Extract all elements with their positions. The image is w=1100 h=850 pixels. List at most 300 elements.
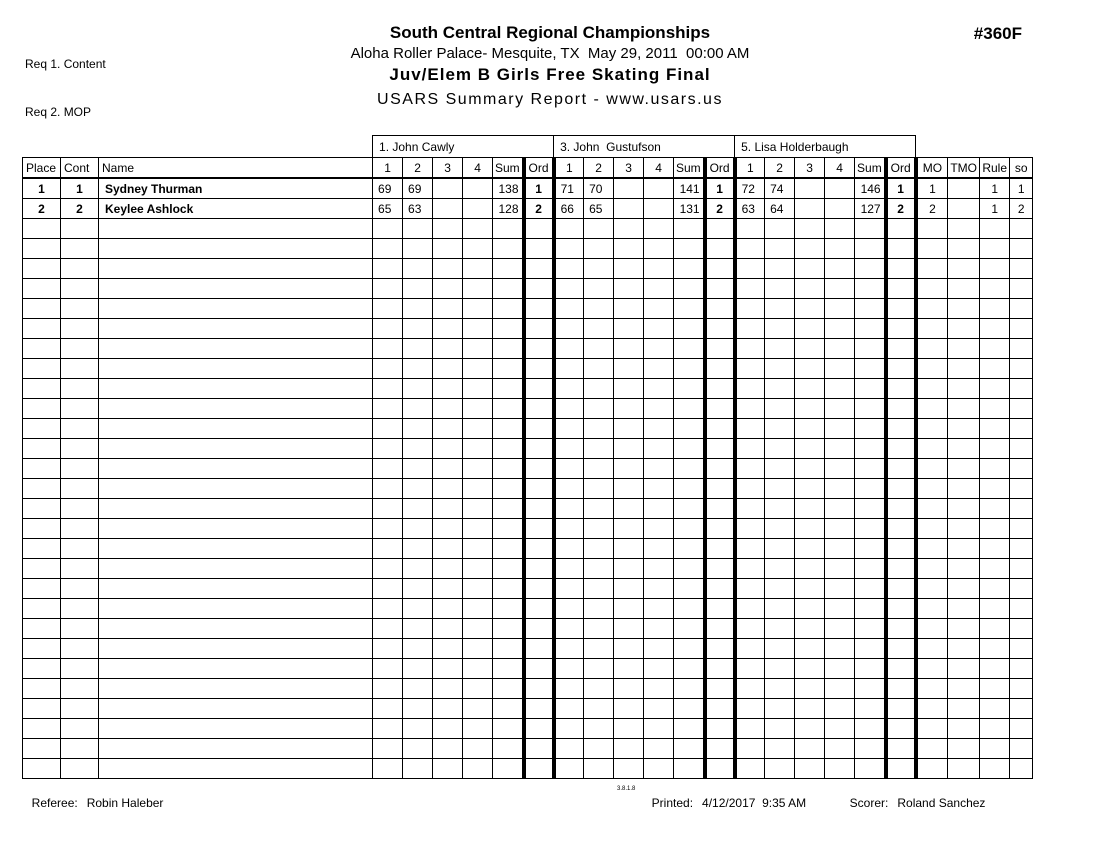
cell-j2-score-2 xyxy=(584,519,614,539)
cell-j3-sum xyxy=(855,699,886,719)
cell-j3-score-2 xyxy=(765,579,795,599)
cell-j1-ord xyxy=(524,259,554,279)
cell-j2-score-4 xyxy=(644,659,674,679)
cell-j3-score-2 xyxy=(765,439,795,459)
cell-j1-score-1: 65 xyxy=(373,199,403,219)
cell-place xyxy=(23,599,61,619)
cell-j1-sum xyxy=(493,479,524,499)
cell-j1-score-4 xyxy=(463,178,493,199)
cell-tmo xyxy=(948,719,980,739)
cell-j2-sum xyxy=(674,399,705,419)
cell-mo xyxy=(916,539,948,559)
cell-j2-score-4 xyxy=(644,239,674,259)
cell-j2-score-4 xyxy=(644,279,674,299)
cell-j3-score-3 xyxy=(795,459,825,479)
cell-j3-sum xyxy=(855,639,886,659)
cell-place xyxy=(23,499,61,519)
cell-j3-score-4 xyxy=(825,319,855,339)
cell-so xyxy=(1010,419,1033,439)
cell-rule xyxy=(980,379,1010,399)
cell-name xyxy=(99,639,373,659)
cell-place xyxy=(23,519,61,539)
cell-cont xyxy=(61,679,99,699)
cell-j1-score-1 xyxy=(373,679,403,699)
cell-j1-score-1: 69 xyxy=(373,178,403,199)
cell-j2-sum xyxy=(674,759,705,779)
cell-j1-score-2: 63 xyxy=(403,199,433,219)
cell-j1-score-2 xyxy=(403,479,433,499)
cell-j3-score-3 xyxy=(795,639,825,659)
cell-j2-score-1 xyxy=(554,459,584,479)
event-number: #360F xyxy=(973,24,1022,43)
cell-rule xyxy=(980,459,1010,479)
judge-2-name: 3. John Gustufson xyxy=(554,136,735,158)
cell-j2-score-4 xyxy=(644,419,674,439)
cell-j3-score-3 xyxy=(795,619,825,639)
cell-rule xyxy=(980,439,1010,459)
cell-j3-ord xyxy=(886,219,916,239)
cell-j2-score-3 xyxy=(614,339,644,359)
cell-j2-sum xyxy=(674,579,705,599)
judge-1-name: 1. John Cawly xyxy=(373,136,554,158)
cell-j2-score-3 xyxy=(614,178,644,199)
cell-j2-sum xyxy=(674,639,705,659)
cell-rule xyxy=(980,279,1010,299)
cell-j2-score-3 xyxy=(614,459,644,479)
cell-so xyxy=(1010,499,1033,519)
cell-j2-score-2 xyxy=(584,479,614,499)
cell-rule xyxy=(980,239,1010,259)
cell-j2-score-3 xyxy=(614,559,644,579)
cell-j3-score-2 xyxy=(765,659,795,679)
cell-j1-score-1 xyxy=(373,299,403,319)
cell-j2-score-4 xyxy=(644,499,674,519)
cell-j3-ord xyxy=(886,659,916,679)
cell-j3-ord xyxy=(886,739,916,759)
table-row-empty xyxy=(23,659,1033,679)
cell-j3-score-1 xyxy=(735,339,765,359)
cell-tmo xyxy=(948,439,980,459)
cell-so xyxy=(1010,599,1033,619)
cell-j2-score-3 xyxy=(614,619,644,639)
cell-cont xyxy=(61,699,99,719)
cell-j3-score-1 xyxy=(735,359,765,379)
cell-cont xyxy=(61,719,99,739)
cell-name xyxy=(99,459,373,479)
cell-name xyxy=(99,679,373,699)
cell-j3-ord xyxy=(886,679,916,699)
cell-so xyxy=(1010,359,1033,379)
cell-j3-score-2 xyxy=(765,619,795,639)
cell-j2-score-2 xyxy=(584,359,614,379)
cell-j1-score-1 xyxy=(373,719,403,739)
table-row-empty xyxy=(23,679,1033,699)
cell-tmo xyxy=(948,519,980,539)
cell-place xyxy=(23,459,61,479)
cell-j3-score-1 xyxy=(735,739,765,759)
cell-so xyxy=(1010,479,1033,499)
cell-so xyxy=(1010,659,1033,679)
cell-j1-ord xyxy=(524,479,554,499)
cell-j3-sum xyxy=(855,219,886,239)
cell-rule xyxy=(980,759,1010,779)
cell-j3-score-4 xyxy=(825,399,855,419)
header-tmo: TMO xyxy=(948,158,980,179)
cell-name: Keylee Ashlock xyxy=(99,199,373,219)
cell-j2-score-3 xyxy=(614,739,644,759)
table-row-empty xyxy=(23,599,1033,619)
cell-j1-score-1 xyxy=(373,499,403,519)
cell-j1-score-2 xyxy=(403,559,433,579)
cell-j3-score-1 xyxy=(735,459,765,479)
cell-j1-score-3 xyxy=(433,199,463,219)
cell-j3-sum xyxy=(855,299,886,319)
cell-j2-score-2 xyxy=(584,399,614,419)
cell-j2-score-2: 65 xyxy=(584,199,614,219)
header-j3-score-1: 1 xyxy=(735,158,765,179)
cell-j1-ord xyxy=(524,339,554,359)
cell-cont xyxy=(61,479,99,499)
cell-cont xyxy=(61,599,99,619)
cell-j2-score-3 xyxy=(614,379,644,399)
cell-j2-ord xyxy=(705,379,735,399)
cell-place xyxy=(23,639,61,659)
cell-j2-ord xyxy=(705,599,735,619)
cell-j1-score-4 xyxy=(463,699,493,719)
cell-j1-score-3 xyxy=(433,439,463,459)
cell-so: 2 xyxy=(1010,199,1033,219)
cell-place xyxy=(23,379,61,399)
cell-j1-score-4 xyxy=(463,459,493,479)
cell-j3-ord xyxy=(886,479,916,499)
cell-j3-sum xyxy=(855,559,886,579)
cell-j2-score-2 xyxy=(584,579,614,599)
req-line-1: Req 1. Content xyxy=(25,57,106,71)
cell-j1-sum xyxy=(493,379,524,399)
cell-j3-score-3 xyxy=(795,319,825,339)
cell-place xyxy=(23,759,61,779)
cell-j3-score-3 xyxy=(795,499,825,519)
venue-line: Aloha Roller Palace- Mesquite, TX May 29, 2011 00:00 AM xyxy=(350,45,750,62)
cell-j3-score-4 xyxy=(825,539,855,559)
cell-j3-score-4 xyxy=(825,379,855,399)
cell-j2-score-4 xyxy=(644,259,674,279)
cell-j1-score-2 xyxy=(403,719,433,739)
judge-3-name: 5. Lisa Holderbaugh xyxy=(735,136,916,158)
cell-j3-score-1 xyxy=(735,599,765,619)
cell-j1-score-3 xyxy=(433,239,463,259)
cell-j3-score-1 xyxy=(735,539,765,559)
cell-j2-ord xyxy=(705,619,735,639)
cell-mo xyxy=(916,599,948,619)
cell-j2-sum: 141 xyxy=(674,178,705,199)
cell-j1-score-1 xyxy=(373,599,403,619)
cell-j2-ord xyxy=(705,339,735,359)
scorer-name: Roland Sanchez xyxy=(897,796,986,810)
cell-j1-score-4 xyxy=(463,719,493,739)
cell-j3-score-3 xyxy=(795,399,825,419)
table-row-empty xyxy=(23,239,1033,259)
cell-j3-score-3 xyxy=(795,659,825,679)
cell-j2-sum: 131 xyxy=(674,199,705,219)
cell-j3-score-1 xyxy=(735,639,765,659)
cell-j3-score-3 xyxy=(795,359,825,379)
header-j2-sum: Sum xyxy=(674,158,705,179)
cell-j2-score-1: 71 xyxy=(554,178,584,199)
cell-j2-score-2 xyxy=(584,259,614,279)
cell-j3-sum xyxy=(855,759,886,779)
cell-j3-sum: 146 xyxy=(855,178,886,199)
cell-j1-score-3 xyxy=(433,319,463,339)
cell-j2-score-2 xyxy=(584,739,614,759)
cell-j3-score-4 xyxy=(825,439,855,459)
cell-j2-ord xyxy=(705,459,735,479)
cell-j2-ord xyxy=(705,499,735,519)
cell-j1-score-3 xyxy=(433,759,463,779)
cell-j2-score-3 xyxy=(614,699,644,719)
cell-j3-score-2 xyxy=(765,639,795,659)
cell-j2-sum xyxy=(674,479,705,499)
cell-j2-sum xyxy=(674,219,705,239)
cell-j2-sum xyxy=(674,319,705,339)
cell-j1-ord xyxy=(524,499,554,519)
cell-place xyxy=(23,359,61,379)
cell-rule xyxy=(980,419,1010,439)
cell-name xyxy=(99,759,373,779)
table-row-empty xyxy=(23,579,1033,599)
cell-j2-score-4 xyxy=(644,359,674,379)
cell-j1-score-3 xyxy=(433,279,463,299)
table-row-empty xyxy=(23,479,1033,499)
cell-j1-sum xyxy=(493,279,524,299)
header-j1-score-1: 1 xyxy=(373,158,403,179)
cell-place xyxy=(23,699,61,719)
cell-j2-ord: 1 xyxy=(705,178,735,199)
cell-j3-score-4 xyxy=(825,199,855,219)
cell-j3-ord xyxy=(886,759,916,779)
cell-tmo xyxy=(948,459,980,479)
cell-j1-score-3 xyxy=(433,419,463,439)
cell-j3-score-3 xyxy=(795,679,825,699)
cell-mo xyxy=(916,299,948,319)
cell-mo xyxy=(916,439,948,459)
cell-rule xyxy=(980,639,1010,659)
cell-tmo xyxy=(948,579,980,599)
cell-j2-sum xyxy=(674,559,705,579)
cell-j2-score-3 xyxy=(614,239,644,259)
cell-j3-score-1 xyxy=(735,619,765,639)
cell-tmo xyxy=(948,359,980,379)
cell-j1-score-2 xyxy=(403,599,433,619)
cell-j1-sum xyxy=(493,599,524,619)
cell-place xyxy=(23,719,61,739)
cell-j1-score-4 xyxy=(463,539,493,559)
cell-j3-sum xyxy=(855,339,886,359)
cell-j1-score-2 xyxy=(403,339,433,359)
cell-j3-ord xyxy=(886,299,916,319)
cell-j1-score-4 xyxy=(463,239,493,259)
cell-so xyxy=(1010,339,1033,359)
cell-j1-score-2 xyxy=(403,399,433,419)
cell-j3-score-3 xyxy=(795,259,825,279)
cell-j1-ord xyxy=(524,319,554,339)
cell-j1-score-3 xyxy=(433,679,463,699)
cell-j2-score-1 xyxy=(554,559,584,579)
cell-j1-score-4 xyxy=(463,559,493,579)
cell-j2-ord xyxy=(705,659,735,679)
cell-j2-score-3 xyxy=(614,519,644,539)
cell-j1-score-4 xyxy=(463,419,493,439)
cell-j2-score-4 xyxy=(644,319,674,339)
cell-name xyxy=(99,379,373,399)
cell-j2-score-1 xyxy=(554,679,584,699)
cell-rule: 1 xyxy=(980,178,1010,199)
table-row-empty xyxy=(23,219,1033,239)
cell-j2-score-1 xyxy=(554,339,584,359)
table-row-empty xyxy=(23,379,1033,399)
cell-j2-score-3 xyxy=(614,299,644,319)
cell-j3-ord xyxy=(886,719,916,739)
cell-place xyxy=(23,679,61,699)
cell-j3-score-2 xyxy=(765,479,795,499)
table-row-empty xyxy=(23,719,1033,739)
cell-j1-score-4 xyxy=(463,319,493,339)
cell-j1-score-2 xyxy=(403,499,433,519)
cell-j2-score-4 xyxy=(644,459,674,479)
cell-j3-sum xyxy=(855,499,886,519)
cell-j3-score-2 xyxy=(765,319,795,339)
cell-cont xyxy=(61,459,99,479)
cell-j3-score-3 xyxy=(795,219,825,239)
header-cont: Cont xyxy=(61,158,99,179)
cell-j1-sum xyxy=(493,339,524,359)
cell-j3-score-4 xyxy=(825,339,855,359)
cell-cont xyxy=(61,519,99,539)
cell-place xyxy=(23,439,61,459)
cell-j2-score-3 xyxy=(614,759,644,779)
cell-j3-ord xyxy=(886,259,916,279)
cell-j2-score-4 xyxy=(644,539,674,559)
cell-j2-sum xyxy=(674,719,705,739)
cell-mo xyxy=(916,319,948,339)
scorer-line xyxy=(843,782,985,810)
cell-j1-score-2 xyxy=(403,439,433,459)
cell-j3-score-1 xyxy=(735,499,765,519)
cell-j2-score-1 xyxy=(554,399,584,419)
cell-j3-score-4 xyxy=(825,579,855,599)
cell-j3-score-2 xyxy=(765,259,795,279)
cell-so xyxy=(1010,559,1033,579)
cell-j2-ord xyxy=(705,719,735,739)
cell-j2-score-4 xyxy=(644,699,674,719)
cell-j2-sum xyxy=(674,299,705,319)
header-j1-score-4: 4 xyxy=(463,158,493,179)
cell-j1-score-2 xyxy=(403,639,433,659)
cell-j1-score-2 xyxy=(403,539,433,559)
cell-j1-score-3 xyxy=(433,339,463,359)
cell-j1-score-1 xyxy=(373,319,403,339)
cell-j1-score-1 xyxy=(373,479,403,499)
header-j2-score-2: 2 xyxy=(584,158,614,179)
cell-j3-score-4 xyxy=(825,279,855,299)
cell-name xyxy=(99,519,373,539)
cell-j1-score-4 xyxy=(463,599,493,619)
cell-so xyxy=(1010,459,1033,479)
cell-j2-score-1 xyxy=(554,439,584,459)
cell-mo xyxy=(916,579,948,599)
cell-j2-score-1: 66 xyxy=(554,199,584,219)
cell-j3-ord xyxy=(886,379,916,399)
cell-j3-score-2 xyxy=(765,219,795,239)
cell-tmo xyxy=(948,178,980,199)
cell-j1-sum xyxy=(493,299,524,319)
cell-rule xyxy=(980,219,1010,239)
cell-j3-ord: 1 xyxy=(886,178,916,199)
cell-j1-score-1 xyxy=(373,459,403,479)
cell-j3-score-3 xyxy=(795,199,825,219)
cell-j1-score-1 xyxy=(373,419,403,439)
cell-j2-score-2 xyxy=(584,339,614,359)
cell-j1-ord xyxy=(524,279,554,299)
cell-tmo xyxy=(948,739,980,759)
cell-tmo xyxy=(948,239,980,259)
cell-j1-score-3 xyxy=(433,499,463,519)
table-row-empty xyxy=(23,559,1033,579)
cell-cont xyxy=(61,639,99,659)
cell-j3-score-4 xyxy=(825,679,855,699)
cell-so xyxy=(1010,519,1033,539)
cell-j2-score-3 xyxy=(614,659,644,679)
cell-tmo xyxy=(948,279,980,299)
cell-j1-sum xyxy=(493,579,524,599)
cell-j1-score-4 xyxy=(463,379,493,399)
cell-j3-sum xyxy=(855,539,886,559)
cell-j2-sum xyxy=(674,239,705,259)
cell-mo xyxy=(916,399,948,419)
cell-j1-score-4 xyxy=(463,439,493,459)
cell-j3-score-1 xyxy=(735,259,765,279)
cell-j3-score-3 xyxy=(795,379,825,399)
cell-j2-score-1 xyxy=(554,299,584,319)
cell-j2-score-2 xyxy=(584,539,614,559)
printed-line xyxy=(645,782,806,810)
cell-j2-score-2 xyxy=(584,419,614,439)
cell-j2-score-2 xyxy=(584,279,614,299)
cell-place xyxy=(23,559,61,579)
cell-rule xyxy=(980,559,1010,579)
cell-cont: 2 xyxy=(61,199,99,219)
cell-name xyxy=(99,419,373,439)
cell-name xyxy=(99,219,373,239)
cell-j1-sum xyxy=(493,239,524,259)
table-row-empty xyxy=(23,759,1033,779)
cell-j1-score-1 xyxy=(373,219,403,239)
cell-j3-score-2 xyxy=(765,679,795,699)
cell-j2-score-1 xyxy=(554,619,584,639)
cell-j1-score-4 xyxy=(463,299,493,319)
cell-j3-ord xyxy=(886,319,916,339)
cell-j3-ord xyxy=(886,419,916,439)
cell-j3-score-4 xyxy=(825,739,855,759)
cell-j1-sum xyxy=(493,439,524,459)
event-title: Juv/Elem B Girls Free Skating Final xyxy=(389,65,711,84)
cell-mo xyxy=(916,559,948,579)
cell-j1-sum: 128 xyxy=(493,199,524,219)
cell-j3-sum xyxy=(855,379,886,399)
cell-cont xyxy=(61,339,99,359)
cell-j3-score-2 xyxy=(765,419,795,439)
cell-cont xyxy=(61,759,99,779)
